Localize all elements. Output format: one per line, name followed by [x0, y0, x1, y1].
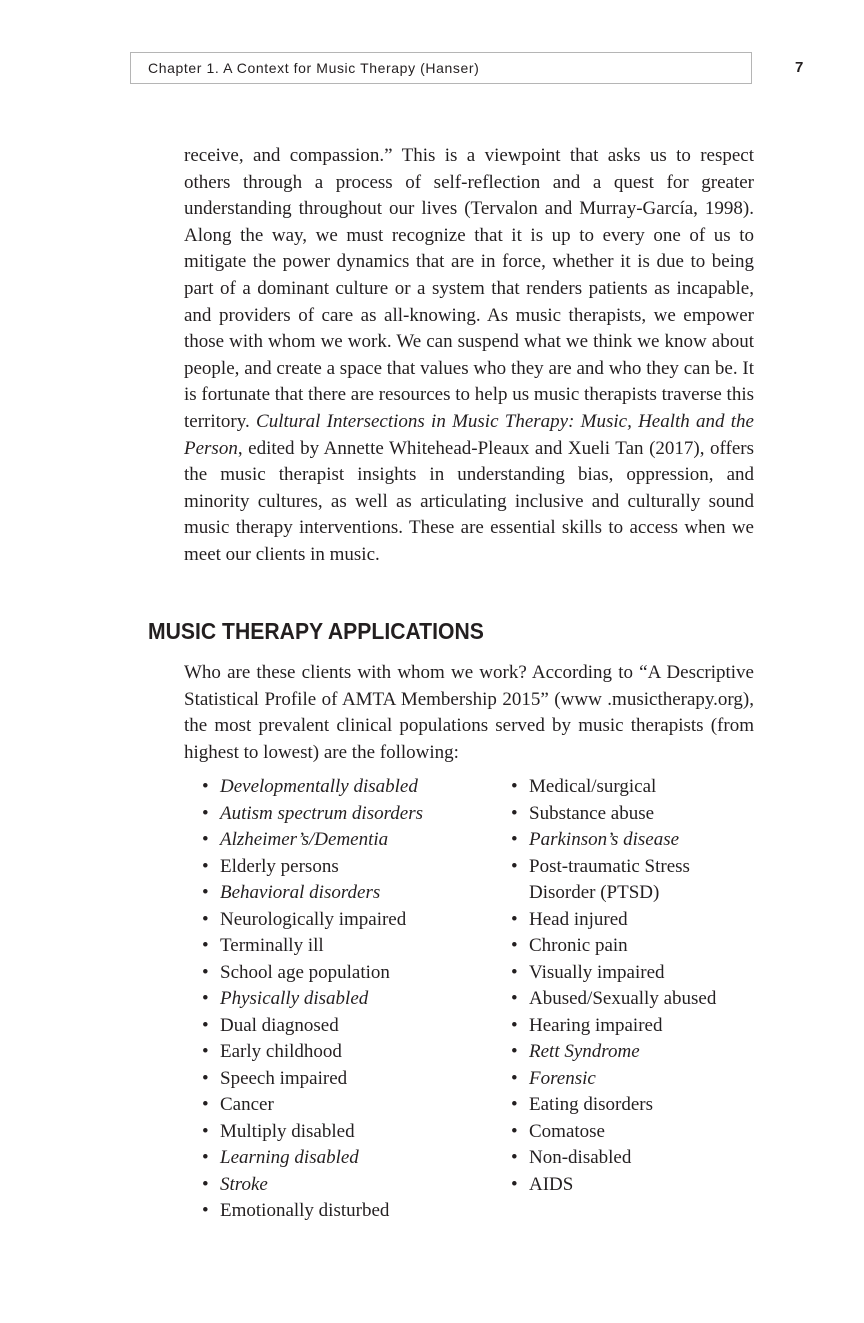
list-item: [202, 827, 423, 854]
list-item-label: Substance abuse: [529, 802, 655, 824]
page-number: 7: [795, 59, 804, 76]
list-item: [202, 1066, 423, 1093]
list-item-label: Elderly persons: [220, 855, 339, 877]
bullet-icon: •: [202, 908, 209, 930]
bullet-icon: •: [202, 1147, 209, 1168]
list-item: [511, 801, 761, 828]
book-title: Cultural Intersections in Music Therapy: Music, Health and the Person: [184, 410, 754, 459]
list-item: [202, 1039, 423, 1066]
chapter-title: Chapter 1. A Context for Music Therapy (Hanser): [148, 60, 480, 76]
list-item: [511, 1119, 761, 1146]
list-item: [511, 827, 761, 854]
list-item-label: Hearing impaired: [529, 1014, 663, 1036]
list-item-label: Visually impaired: [529, 961, 665, 983]
list-item: [511, 1039, 761, 1066]
list-item: [202, 880, 423, 907]
list-item: [202, 801, 423, 828]
list-item-label: Speech impaired: [220, 1067, 348, 1089]
bullet-icon: •: [202, 855, 209, 877]
list-item: [202, 960, 423, 987]
list-item: [202, 986, 423, 1013]
bullet-icon: •: [511, 1147, 518, 1168]
list-item-label: Terminally ill: [220, 935, 324, 956]
list-item: [202, 1172, 423, 1199]
list-item-label: Emotionally disturbed: [220, 1200, 390, 1221]
list-item-label: Multiply disabled: [220, 1120, 355, 1142]
bullet-icon: •: [511, 988, 518, 1009]
bullet-icon: •: [202, 1200, 209, 1221]
bullet-icon: •: [511, 961, 518, 983]
bullet-icon: •: [511, 1094, 518, 1115]
list-item: [202, 1092, 423, 1119]
bullet-icon: •: [202, 1041, 209, 1062]
list-item: [511, 1145, 761, 1172]
bullet-icon: •: [202, 935, 209, 956]
list-item: [511, 1172, 761, 1199]
list-item-label: Alzheimer’s/Dementia: [220, 829, 389, 850]
list-item: [202, 774, 423, 801]
list-item-label: Parkinson’s disease: [529, 829, 680, 850]
paragraph-text-2: , edited by Annette Whitehead-Pleaux and Xueli Tan (2017), offers the music therapist insights in understanding bias, oppression, and minority cultures, as well as articulating inclusive and culturally sound music therapy interventions. These are essential skills to access when we meet our clients in music.: [184, 437, 754, 565]
bullet-icon: •: [202, 776, 209, 797]
list-item-label: Learning disabled: [220, 1147, 359, 1168]
bullet-icon: •: [511, 908, 518, 930]
list-item: [511, 907, 761, 934]
list-item-label: Autism spectrum disorders: [220, 802, 424, 824]
list-item: [511, 1066, 761, 1093]
list-item: [202, 1013, 423, 1040]
list-item-label: Abused/Sexually abused: [529, 988, 717, 1009]
list-item: [511, 1092, 761, 1119]
section-heading: MUSIC THERAPY APPLICATIONS: [148, 618, 484, 644]
list-item-label: Forensic: [529, 1067, 596, 1089]
bullet-icon: •: [511, 1041, 518, 1062]
list-item: [202, 1145, 423, 1172]
list-item: [511, 1013, 761, 1040]
bullet-icon: •: [511, 1067, 518, 1089]
list-item-label: Physically disabled: [220, 988, 369, 1009]
bullet-icon: •: [202, 1014, 209, 1036]
list-item-label: Rett Syndrome: [529, 1041, 640, 1062]
body-paragraph: [184, 143, 754, 569]
list-item: [202, 933, 423, 960]
bullet-icon: •: [202, 802, 209, 824]
bullet-icon: •: [202, 882, 209, 903]
section-intro-paragraph: Who are these clients with whom we work? According to “A Descriptive Statistical Profile of AMTA Membership 2015” (www .musictherapy.org), the most prevalent clinical populations served by music therapists (from highest to lowest) are the following:: [184, 662, 754, 763]
list-item-label: AIDS: [529, 1173, 574, 1195]
bullet-icon: •: [202, 1067, 209, 1089]
bullet-icon: •: [202, 1173, 209, 1195]
bullet-icon: •: [511, 1120, 518, 1142]
bullet-icon: •: [202, 961, 209, 983]
bullet-icon: •: [511, 1173, 518, 1195]
bullet-icon: •: [202, 1094, 209, 1115]
list-item-label: Eating disorders: [529, 1094, 654, 1115]
list-item: [511, 933, 761, 960]
list-item-label: Developmentally disabled: [220, 776, 418, 797]
list-item-label: Post-traumatic Stress Disorder (PTSD): [529, 855, 690, 903]
bullet-icon: •: [511, 802, 518, 824]
list-item: [511, 960, 761, 987]
list-item-label: Chronic pain: [529, 935, 628, 956]
paragraph-text-1: receive, and compassion.” This is a viewpoint that asks us to respect others through a process of self-reflection and a quest for greater understanding throughout our lives (Tervalon and Murray-García, 1998). Along the way, we must recognize that it is up to every one of us to mitigate the power dynamics that are in force, whether it is due to being part of a dominant culture or a system that renders patients as incapable, and providers of care as all-knowing. As music therapists, we empower those with whom we work. We can suspend what we think we know about people, and create a space that values who they are and who they can be. It is fortunate that there are resources to help us music therapists traverse this territory.: [184, 145, 754, 432]
populations-list-right: [511, 774, 761, 1198]
populations-list-left: [202, 774, 423, 1225]
list-item-label: Dual diagnosed: [220, 1014, 339, 1036]
bullet-icon: •: [511, 829, 518, 850]
list-item: [202, 1198, 423, 1225]
list-item-label: Head injured: [529, 908, 628, 930]
list-item-label: Comatose: [529, 1120, 605, 1142]
bullet-icon: •: [202, 1120, 209, 1142]
bullet-icon: •: [202, 829, 209, 850]
list-item-label: Non-disabled: [529, 1147, 632, 1168]
bullet-icon: •: [511, 935, 518, 956]
list-item-label: Behavioral disorders: [220, 882, 381, 903]
bullet-icon: •: [202, 988, 209, 1009]
bullet-icon: •: [511, 1014, 518, 1036]
bullet-icon: •: [511, 776, 518, 797]
list-item: [202, 1119, 423, 1146]
list-item: [511, 986, 761, 1013]
list-item-label: Neurologically impaired: [220, 908, 407, 930]
bullet-icon: •: [511, 855, 518, 877]
list-item-label: Early childhood: [220, 1041, 342, 1062]
running-head: [130, 52, 752, 84]
list-item-label: Cancer: [220, 1094, 274, 1115]
list-item-label: Stroke: [220, 1173, 268, 1195]
list-item: [511, 854, 761, 907]
list-item: [511, 774, 761, 801]
list-item-label: School age population: [220, 961, 390, 983]
list-item: [202, 907, 423, 934]
list-item-label: Medical/surgical: [529, 776, 657, 797]
list-item: [202, 854, 423, 881]
